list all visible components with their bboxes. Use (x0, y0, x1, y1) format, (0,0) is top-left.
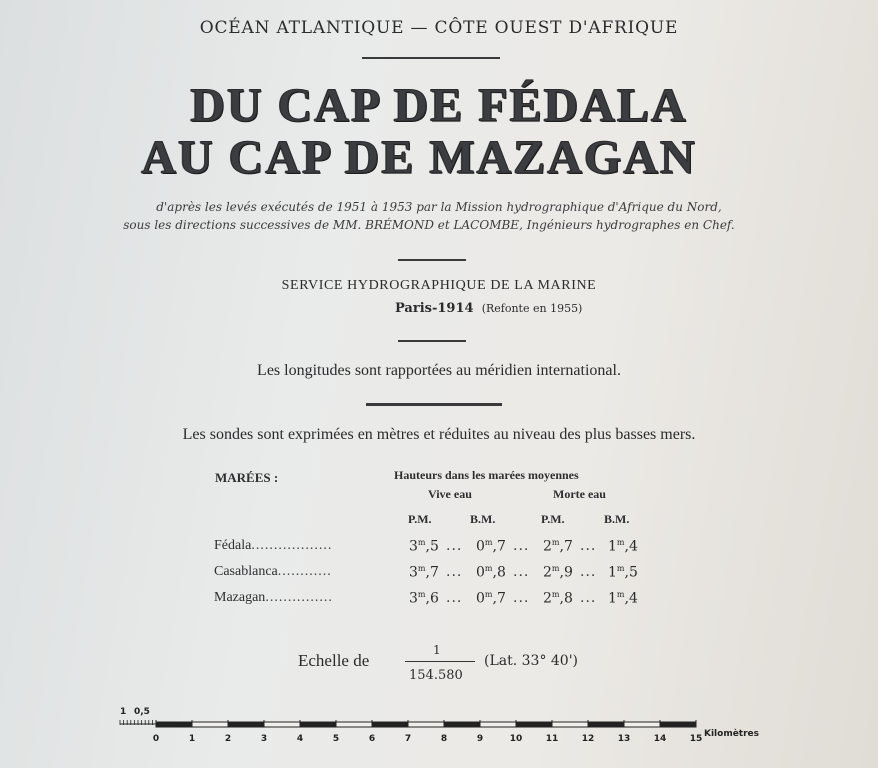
scale-segment (660, 722, 696, 727)
scale-tick-label: 8 (440, 734, 448, 744)
leader-dots: ... (580, 564, 597, 580)
tide-height-value (409, 538, 439, 555)
metres: 3 (409, 538, 418, 555)
unit-mark: m (484, 564, 493, 573)
scale-tick-label: 11 (545, 734, 559, 744)
tide-height-value (409, 590, 439, 607)
metres: 2 (543, 564, 552, 581)
tide-row-port (214, 538, 332, 554)
unit-mark: m (616, 590, 625, 599)
tide-height-value (608, 564, 638, 581)
tide-height-value (409, 564, 439, 581)
tide-height-value (608, 538, 638, 555)
scale-tick-label: 9 (476, 734, 484, 744)
kilometre-scale-bar (110, 700, 810, 746)
decimetres: ,9 (559, 564, 573, 581)
scale-latitude: (Lat. 33° 40') (484, 653, 579, 669)
decimetres: ,5 (624, 564, 638, 581)
column-header-bm: B.M. (604, 512, 630, 526)
scale-numerator: 1 (433, 643, 441, 657)
leader-dots: ... (446, 538, 463, 554)
scale-tick-label: 14 (653, 734, 667, 744)
decimetres: ,6 (425, 590, 439, 607)
unit-mark: m (616, 564, 625, 573)
unit-mark: m (417, 590, 426, 599)
publisher-name: SERVICE HYDROGRAPHIQUE DE LA MARINE (281, 278, 597, 293)
metres: 0 (476, 538, 485, 555)
unit-mark: m (551, 564, 560, 573)
metres: 3 (409, 590, 418, 607)
scale-segment (372, 722, 408, 727)
scale-tick-label: 2 (224, 734, 232, 744)
unit-mark: m (551, 538, 560, 547)
tide-height-value (476, 590, 506, 607)
chart-region-heading: OCÉAN ATLANTIQUE — CÔTE OUEST D'AFRIQUE (199, 18, 679, 38)
metres: 0 (476, 590, 485, 607)
leader-dots: ... (580, 538, 597, 554)
subdivision-label: 0,5 (134, 707, 150, 717)
longitude-note: Les longitudes sont rapportées au méridien international. (257, 362, 621, 379)
divider (366, 403, 502, 406)
scale-unit-label: Kilomètres (704, 729, 760, 739)
publication-line (395, 301, 582, 316)
subdivision-label: 1 (120, 707, 127, 717)
scale-tick-label: 5 (332, 734, 340, 744)
fraction-bar (405, 661, 475, 662)
unit-mark: m (417, 538, 426, 547)
scale-tick-label: 4 (296, 734, 304, 744)
decimetres: ,7 (425, 564, 439, 581)
metres: 2 (543, 590, 552, 607)
port-name: Casablanca (214, 564, 278, 579)
decimetres: ,8 (492, 564, 506, 581)
survey-credit-line1: d'après les levés exécutés de 1951 à 1953 par la Mission hydrographique d'Afrique du Nord, (156, 200, 722, 214)
leader-dots: ... (513, 564, 530, 580)
scale-segment (516, 722, 552, 727)
leader-dots: .................. (251, 538, 333, 553)
leader-dots: ............... (265, 590, 333, 605)
decimetres: ,7 (492, 590, 506, 607)
scale-denominator: 154.580 (409, 668, 463, 683)
chart-title-line1: DU CAP DE FÉDALA (190, 79, 688, 132)
decimetres: ,8 (559, 590, 573, 607)
tides-label: MARÉES : (215, 470, 279, 485)
port-name: Mazagan (214, 590, 266, 605)
unit-mark: m (484, 590, 493, 599)
scale-segment (444, 722, 480, 727)
scale-tick-label: 6 (368, 734, 376, 744)
tide-height-value (476, 564, 506, 581)
decimetres: ,4 (624, 538, 638, 555)
scale-tick-label: 10 (509, 734, 523, 744)
leader-dots: ... (513, 590, 530, 606)
metres: 1 (608, 590, 617, 607)
scale-tick-label: 13 (617, 734, 631, 744)
unit-mark: m (417, 564, 426, 573)
leader-dots: ... (513, 538, 530, 554)
spring-tide-heading: Vive eau (428, 487, 472, 501)
tide-height-value (543, 590, 573, 607)
metres: 3 (409, 564, 418, 581)
leader-dots: ... (446, 564, 463, 580)
scale-tick-label: 0 (152, 734, 160, 744)
decimetres: ,7 (559, 538, 573, 555)
column-header-pm: P.M. (408, 512, 432, 526)
divider (362, 57, 500, 59)
scale-tick-label: 1 (188, 734, 196, 744)
divider (398, 340, 466, 342)
metres: 2 (543, 538, 552, 555)
tide-row-port (214, 564, 332, 580)
divider (398, 259, 466, 261)
port-name: Fédala (214, 538, 252, 553)
metres: 1 (608, 538, 617, 555)
unit-mark: m (551, 590, 560, 599)
metres: 0 (476, 564, 485, 581)
decimetres: ,4 (624, 590, 638, 607)
tide-height-value (476, 538, 506, 555)
scale-tick-label: 7 (404, 734, 412, 744)
leader-dots: ... (580, 590, 597, 606)
unit-mark: m (484, 538, 493, 547)
decimetres: ,7 (492, 538, 506, 555)
decimetres: ,5 (425, 538, 439, 555)
scale-tick-label: 15 (689, 734, 703, 744)
scale-segment (300, 722, 336, 727)
survey-credit-line2: sous les directions successives de MM. BRÉMOND et LACOMBE, Ingénieurs hydrographes en Chef. (123, 218, 735, 232)
tide-height-value (543, 564, 573, 581)
tide-row-port (214, 590, 333, 606)
scale-label: Echelle de (298, 651, 370, 670)
tide-height-value (543, 538, 573, 555)
scale-segment (588, 722, 624, 727)
scale-segment (228, 722, 264, 727)
scale-tick-label: 3 (260, 734, 268, 744)
column-header-pm: P.M. (541, 512, 565, 526)
tide-height-value (608, 590, 638, 607)
column-header-bm: B.M. (470, 512, 496, 526)
scale-segment (156, 722, 192, 727)
neap-tide-heading: Morte eau (553, 487, 606, 501)
unit-mark: m (616, 538, 625, 547)
leader-dots: ... (446, 590, 463, 606)
scale-tick-label: 12 (581, 734, 595, 744)
leader-dots: ............ (277, 564, 332, 579)
metres: 1 (608, 564, 617, 581)
soundings-note: Les sondes sont exprimées en mètres et réduites au niveau des plus basses mers. (182, 426, 696, 443)
tides-heading: Hauteurs dans les marées moyennes (394, 468, 579, 482)
revision-note: (Refonte en 1955) (481, 302, 583, 315)
publication-place-year: Paris-1914 (395, 301, 474, 316)
chart-title-line2: AU CAP DE MAZAGAN (141, 131, 697, 184)
